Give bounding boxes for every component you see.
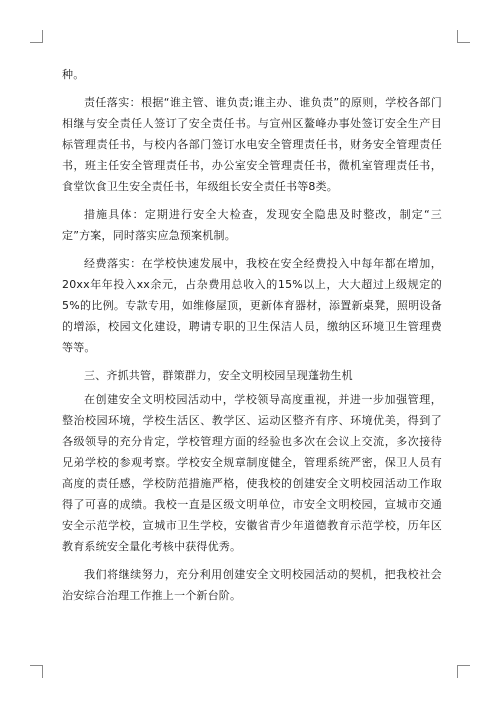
crop-mark-bottom-left [30,665,43,678]
document-body [62,64,442,613]
paragraph-continuation: 种。 [62,68,85,81]
paragraph-measures: 措施具体：定期进行安全大检查，发现安全隐患及时整改，制定“三定”方案，同时落实应急预案机制。 [62,208,442,242]
crop-mark-bottom-right [457,665,470,678]
crop-mark-top-right [457,30,470,43]
section-heading: 三、齐抓共管，群策群力，安全文明校园呈现蓬勃生机 [84,369,353,382]
paragraph-funding: 经费落实：在学校快速发展中，我校在安全经费投入中每年都在增加，20xx年年投入xx余元，占杂费用总收入的15%以上，大大超过上级规定的5%的比例。专款专用，如维修屋顶，更新体育器材，添置新桌凳，照明设备的增添，校园文化建设，聘请专职的卫生保洁人员，缴纳区环境卫生管理费等等。 [62,257,442,354]
paragraph-responsibility: 责任落实：根据“谁主管、谁负责;谁主办、谁负责”的原则，学校各部门相继与安全责任人签订了安全责任书。与宣州区鳌峰办事处签订安全生产目标管理责任书，与校内各部门签订水电安全管理责任书，财务安全管理责任书，班主任安全管理责任书，办公室安全管理责任书，微机室管理责任书，食堂饮食卫生安全责任书，年级组长安全责任书等8类。 [62,96,442,193]
paragraph-conclusion: 我们将继续努力，充分利用创建安全文明校园活动的契机，把我校社会治安综合治理工作推上一个新台阶。 [62,568,442,602]
paragraph-campus-creation: 在创建安全文明校园活动中，学校领导高度重视，并进一步加强管理，整治校园环境，学校生活区、教学区、运动区整齐有序、环境优美，得到了各级领导的充分肯定，学校管理方面的经验也多次在会议上交流，多次接待兄弟学校的参观考察。学校安全规章制度健全，管理系统严密，保卫人员有高度的责任感，学校防范措施严格，使我校的创建安全文明校园活动工作取得了可喜的成绩。我校一直是区级文明单位，市安全文明校园，宣城市交通安全示范学校，宣城市卫生学校，安徽省青少年道德教育示范学校，历年区教育系统安全量化考核中获得优秀。 [62,393,442,553]
crop-mark-top-left [30,30,43,43]
